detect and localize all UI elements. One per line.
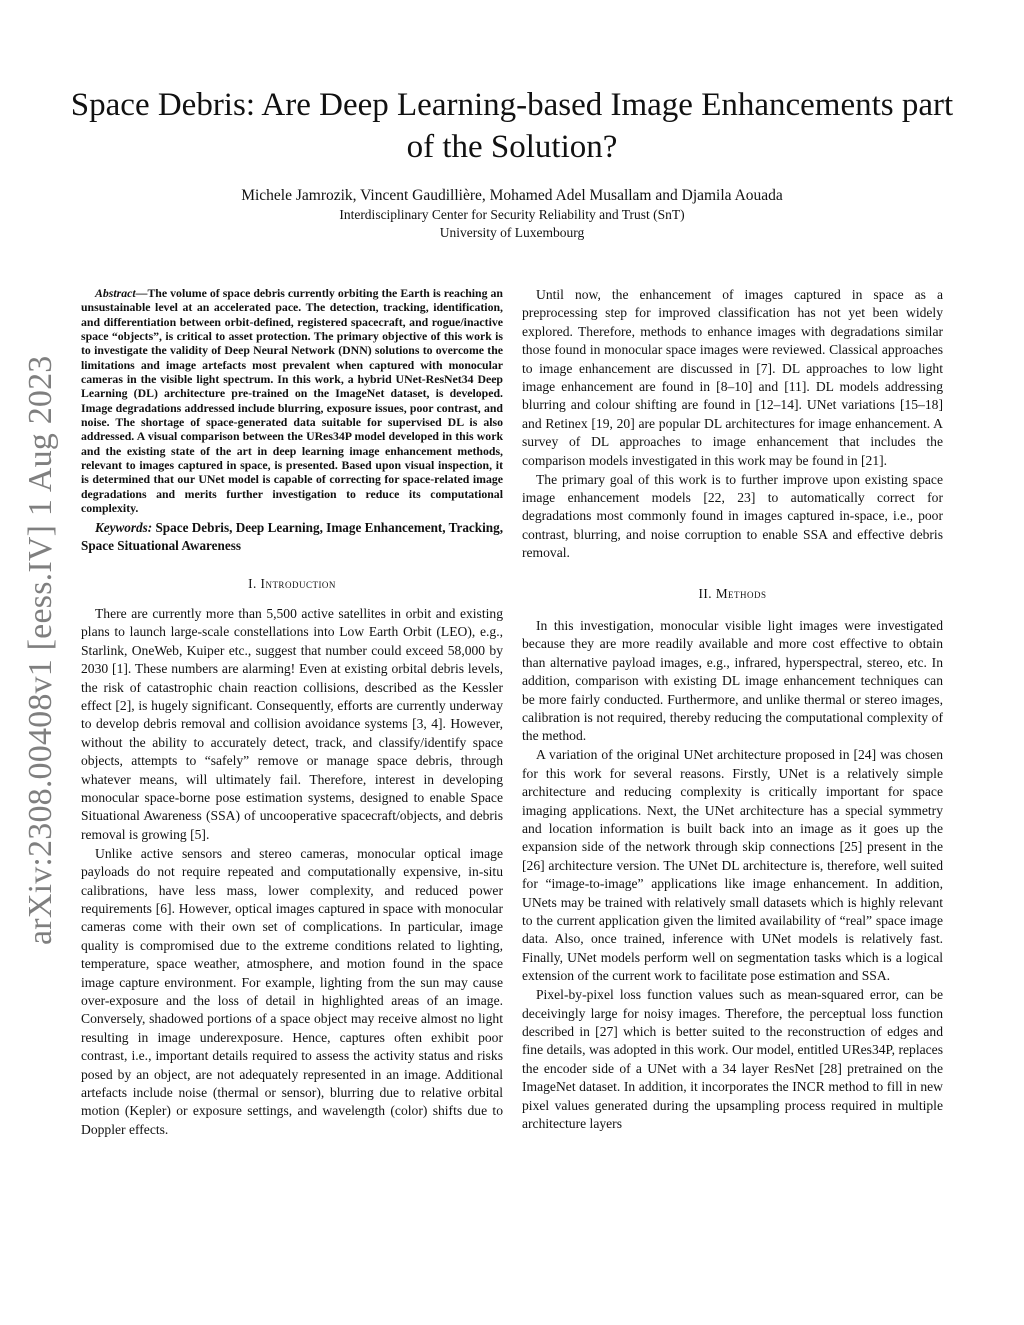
right-column [522,286,943,1134]
intro-paragraph: There are currently more than 5,500 active satellites in orbit and existing plans to launch large-scale constellations into Low Earth Orbit (LEO), e.g., Starlink, OneWeb, Kuiper etc., suggest that number could exceed 58,000 by 2030 [1]. These numbers are alarming! Even at existing orbital debris levels, the risk of catastrophic chain reaction collisions, described as the Kessler effect [2], is hugely significant. Consequently, efforts are currently underway to develop debris removal and collision avoidance systems [3, 4]. However, without the ability to accurately detect, track, and classify/identify space objects, attempts to “safely” remove or manage space debris, through whatever means, will ultimately fail. Therefore, interest in developing monocular space-borne pose estimation systems, designed to enable Space Situational Awareness (SSA) of uncooperative spacecraft/objects, and debris removal is growing [5]. [81,605,503,842]
section-heading-introduction: I. Introduction [248,575,336,591]
abstract-label: Abstract [95,286,136,300]
affiliation-university: University of Luxembourg [439,225,585,240]
intro-paragraph: Unlike active sensors and stereo cameras, monocular optical image payloads do not require repeated and computationally expensive, in-situ calibrations, have less mass, lower complexity, and reduced power requirements [6]. However, optical images captured in space with monocular cameras come with their own set of complications. In particular, image quality is compromised due to the extreme conditions related to lighting, temperature, space weather, atmosphere, and motion found in the space image capture environment. For example, lighting from the sun may cause over-exposure and the loss of detail in highlighted areas of an image. Conversely, shadowed portions of a space object may receive almost no light resulting in image underexposure. Hence, captures often exhibit poor contrast, i.e., important details required to assess the activity status and risks posed by an object, are not adequately represented in an image. Additional artefacts include noise (thermal or sensor), blurring due to relative orbital motion (Kepler) or exposure settings, and wavelength (color) shifts due to Doppler effects. [81,845,503,1137]
arxiv-identifier[interactable]: arXiv:2308.00408v1 [eess.IV] 1 Aug 2023 [22,355,59,945]
keywords-label: Keywords: [95,519,153,535]
affiliation-institute: Interdisciplinary Center for Security Reliability and Trust (SnT) [339,207,685,222]
methods-paragraph: A variation of the original UNet architecture proposed in [24] was chosen for this work for several reasons. Firstly, UNet is a relatively simple architecture and reducing complexity is critically important for space imaging applications. Next, the UNet architecture has a special symmetry and location information is built back into an image as it goes up the expansion side of the network through skip connections [25] present in the [26] architecture version. The UNet DL architecture is, therefore, well suited for “image-to-image” applications like image enhancement. In addition, UNets may be trained with relatively small datasets which is highly relevant to the current application given the limited availability of “real” space image data. Also, once trained, inference with UNet models is relatively fast. Finally, UNet models perform well on segmentation tasks which is a logical extension of the current work to facilitate pose estimation and SSA. [522,747,943,984]
intro-paragraph: Until now, the enhancement of images captured in space as a preprocessing step for improved classification has not yet been widely explored. Therefore, methods to enhance images with degradations similar those found in monocular space images were reviewed. Classical approaches to image enhancement are discussed in [7]. DL approaches to low light image enhancement are found in [8–10] and [11]. DL models addressing blurring and colour shifting are found in [12–14]. UNet variations [15–18] and Retinex [19, 20] are popular DL architectures for image enhancement. A survey of DL approaches to image enhancement that includes the comparison models investigated in this work may be found in [21]. [522,287,943,468]
author-list: Michele Jamrozik, Vincent Gaudillière, Mohamed Adel Musallam and Djamila Aouada [241,187,783,204]
section-heading-methods: II. Methods [698,585,767,601]
left-column [81,286,503,1140]
abstract-text: The volume of space debris currently orbiting the Earth is reaching an unsustainable level at an accelerated pace. The detection, tracking, identification, and differentiation between orbit-defined, registered spacecraft, and rogue/inactive space “objects”, is critical to asset protection. The primary objective of this work is to investigate the validity of Deep Neural Network (DNN) solutions to overcome the limitations and image artefacts most prevalent when captured with monocular cameras in the visible light spectrum. In this work, a hybrid UNet-ResNet34 Deep Learning (DL) architecture pre-trained on the ImageNet dataset, is developed. Image degradations addressed include blurring, exposure issues, poor contrast, and noise. The shortage of space-generated data suitable for supervised DL is also addressed. A visual comparison between the URes34P model developed in this work and the existing state of the art in deep learning image enhancement methods, relevant to images captured in space, is presented. Based upon visual inspection, it is determined that our UNet model is capable of correcting for space-related image degradations and merits further investigation to reduce its computational complexity. [81,286,503,516]
paper-title: Space Debris: Are Deep Learning-based Image Enhancements part of the Solution? [70,87,954,165]
methods-paragraph: Pixel-by-pixel loss function values such as mean-squared error, can be deceivingly large for noisy images. Therefore, the perceptual loss function described in [27] which is better suited to the reconstruction of edges and fine details, was adopted in this work. Our model, entitled URes34P, replaces the encoder side of a UNet with a 34 layer ResNet [28] pretrained on the ImageNet dataset. In addition, it incorporates the INCR method to fill in new pixel values generated during the upsampling process required in multiple architecture layers [522,987,943,1131]
keywords-text: Space Debris, Deep Learning, Image Enhancement, Tracking, Space Situational Awareness [81,519,504,553]
intro-paragraph: The primary goal of this work is to further improve upon existing space image enhancement models [22, 23] to automatically correct for degradations most commonly found in images captured in-space, i.e., poor contrast, blurring, and noise corruption to enable SSA and effective debris removal. [522,471,943,561]
abstract: Abstract—The volume of space debris currently orbiting the Earth is reaching an unsustainable level at an accelerated pace. The detection, tracking, identification, and differentiation between orbit-defined, registered spacecraft, and rogue/inactive space “objects”, is critical to asset protection. The primary objective of this work is to investigate the validity of Deep Neural Network (DNN) solutions to overcome the limitations and image artefacts most prevalent when captured with monocular cameras in the visible light spectrum. In this work, a hybrid UNet-ResNet34 Deep Learning (DL) architecture pre-trained on the ImageNet dataset, is developed. Image degradations addressed include blurring, exposure issues, poor contrast, and noise. The shortage of space-generated data suitable for supervised DL is also addressed. A visual comparison between the URes34P model developed in this work and the existing state of the art in deep learning image enhancement methods, relevant to images captured in space, is presented. Based upon visual inspection, it is determined that our UNet model is capable of correcting for space-related image degradations and merits further investigation to reduce its computational complexity. [81,286,503,516]
keywords [81,519,503,556]
arxiv-sidebar [0,0,59,945]
methods-paragraph: In this investigation, monocular visible light images were investigated because they are more readily available and more cost effective to obtain than alternative payload images, e.g., infrared, hyperspectral, stereo, etc. In addition, comparison with existing DL image enhancement techniques can be more fairly conducted. Furthermore, and unlike thermal or stereo images, calibration is not required, thereby reducing the computational complexity of the method. [522,618,943,744]
